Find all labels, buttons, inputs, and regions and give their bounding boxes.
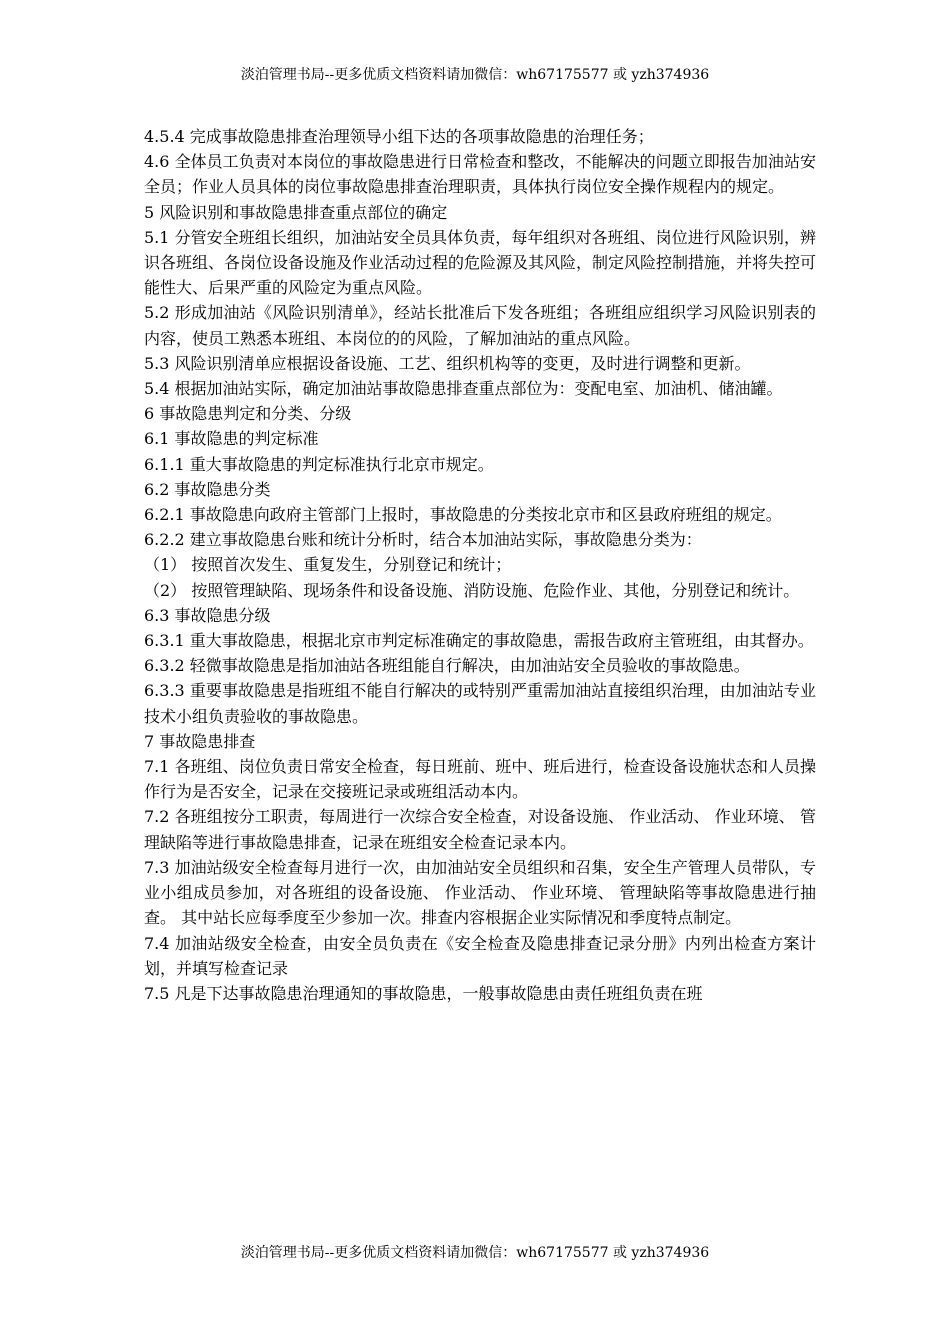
section-heading-6: 6 事故隐患判定和分类、分级 xyxy=(144,404,352,424)
paragraph-6-3-2: 6.3.2 轻微事故隐患是指加油站各班组能自行解决，由加油站安全员验收的事故隐患。 xyxy=(144,656,750,676)
paragraph-5-4: 5.4 根据加油站实际，确定加油站事故隐患排查重点部位为：变配电室、加油机、储油罐。 xyxy=(144,379,783,399)
list-item-1: （1） 按照首次发生、重复发生，分别登记和统计； xyxy=(144,555,512,575)
page-footer: 淡泊管理书局--更多优质文档资料请加微信：wh67175577 或 yzh374936 xyxy=(240,1245,710,1261)
document-body xyxy=(144,124,816,1006)
paragraph-6-2-1: 6.2.1 事故隐患向政府主管部门上报时，事故隐患的分类按北京市和区县政府班组的规定。 xyxy=(144,505,782,525)
paragraph-5-3: 5.3 风险识别清单应根据设备设施、工艺、组织机构等的变更，及时进行调整和更新。 xyxy=(144,353,751,373)
page-header: 淡泊管理书局--更多优质文档资料请加微信：wh67175577 或 yzh374936 xyxy=(240,67,710,83)
subheading-6-3: 6.3 事故隐患分级 xyxy=(144,605,271,625)
paragraph-4-5-4: 4.5.4 完成事故隐患排查治理领导小组下达的各项事故隐患的治理任务； xyxy=(144,127,654,146)
paragraph-6-3-1: 6.3.1 重大事故隐患，根据北京市判定标准确定的事故隐患，需报告政府主管班组，由其督办。 xyxy=(144,631,814,651)
paragraph-6-1-1: 6.1.1 重大事故隐患的判定标准执行北京市规定。 xyxy=(144,454,494,474)
paragraph-5-2: 5.2 形成加油站《风险识别清单》，经站长批准后下发各班组；各班组应组织学习风险识别表的内容，使员工熟悉本班组、本岗位的的风险，了解加油站的重点风险。 xyxy=(144,303,816,348)
subheading-6-1: 6.1 事故隐患的判定标准 xyxy=(144,429,319,449)
paragraph-4-6: 4.6 全体员工负责对本岗位的事故隐患进行日常检查和整改，不能解决的问题立即报告加油站安全员；作业人员具体的岗位事故隐患排查治理职责，具体执行岗位安全操作规程内的规定。 xyxy=(144,152,816,197)
paragraph-6-3-3: 6.3.3 重要事故隐患是指班组不能自行解决的或特别严重需加油站直接组织治理，由加油站专业技术小组负责验收的事故隐患。 xyxy=(144,681,816,726)
paragraph-6-2-2: 6.2.2 建立事故隐患台账和统计分析时，结合本加油站实际，事故隐患分类为： xyxy=(144,530,702,550)
paragraph-7-5: 7.5 凡是下达事故隐患治理通知的事故隐患，一般事故隐患由责任班组负责在班 xyxy=(144,983,703,1003)
section-heading-7: 7 事故隐患排查 xyxy=(144,731,256,751)
list-item-2: （2） 按照管理缺陷、现场条件和设备设施、消防设施、危险作业、其他，分别登记和统计。 xyxy=(144,580,800,600)
paragraph-7-4: 7.4 加油站级安全检查，由安全员负责在《安全检查及隐患排查记录分册》内列出检查方案计划，并填写检查记录 xyxy=(144,933,816,978)
section-heading-5: 5 风险识别和事故隐患排查重点部位的确定 xyxy=(144,202,448,222)
paragraph-7-2: 7.2 各班组按分工职责，每周进行一次综合安全检查，对设备设施、 作业活动、 作业环境、 管理缺陷等进行事故隐患排查，记录在班组安全检查记录本内。 xyxy=(144,807,816,852)
paragraph-5-1: 5.1 分管安全班组长组织，加油站安全员具体负责，每年组织对各班组、岗位进行风险识别，辨识各班组、各岗位设备设施及作业活动过程的危险源及其风险，制定风险控制措施，并将失控可能性大、后果严重的风险定为重点风险。 xyxy=(144,227,817,298)
paragraph-7-3: 7.3 加油站级安全检查每月进行一次，由加油站安全员组织和召集，安全生产管理人员带队，专业小组成员参加，对各班组的设备设施、 作业活动、 作业环境、 管理缺陷等事故隐患进行抽查。 其中站长应每季度至少参加一次。排查内容根据企业实际情况和季度特点制定。 xyxy=(144,857,816,928)
paragraph-7-1: 7.1 各班组、岗位负责日常安全检查，每日班前、班中、班后进行，检查设备设施状态和人员操作行为是否安全，记录在交接班记录或班组活动本内。 xyxy=(144,757,816,802)
subheading-6-2: 6.2 事故隐患分类 xyxy=(144,479,271,499)
